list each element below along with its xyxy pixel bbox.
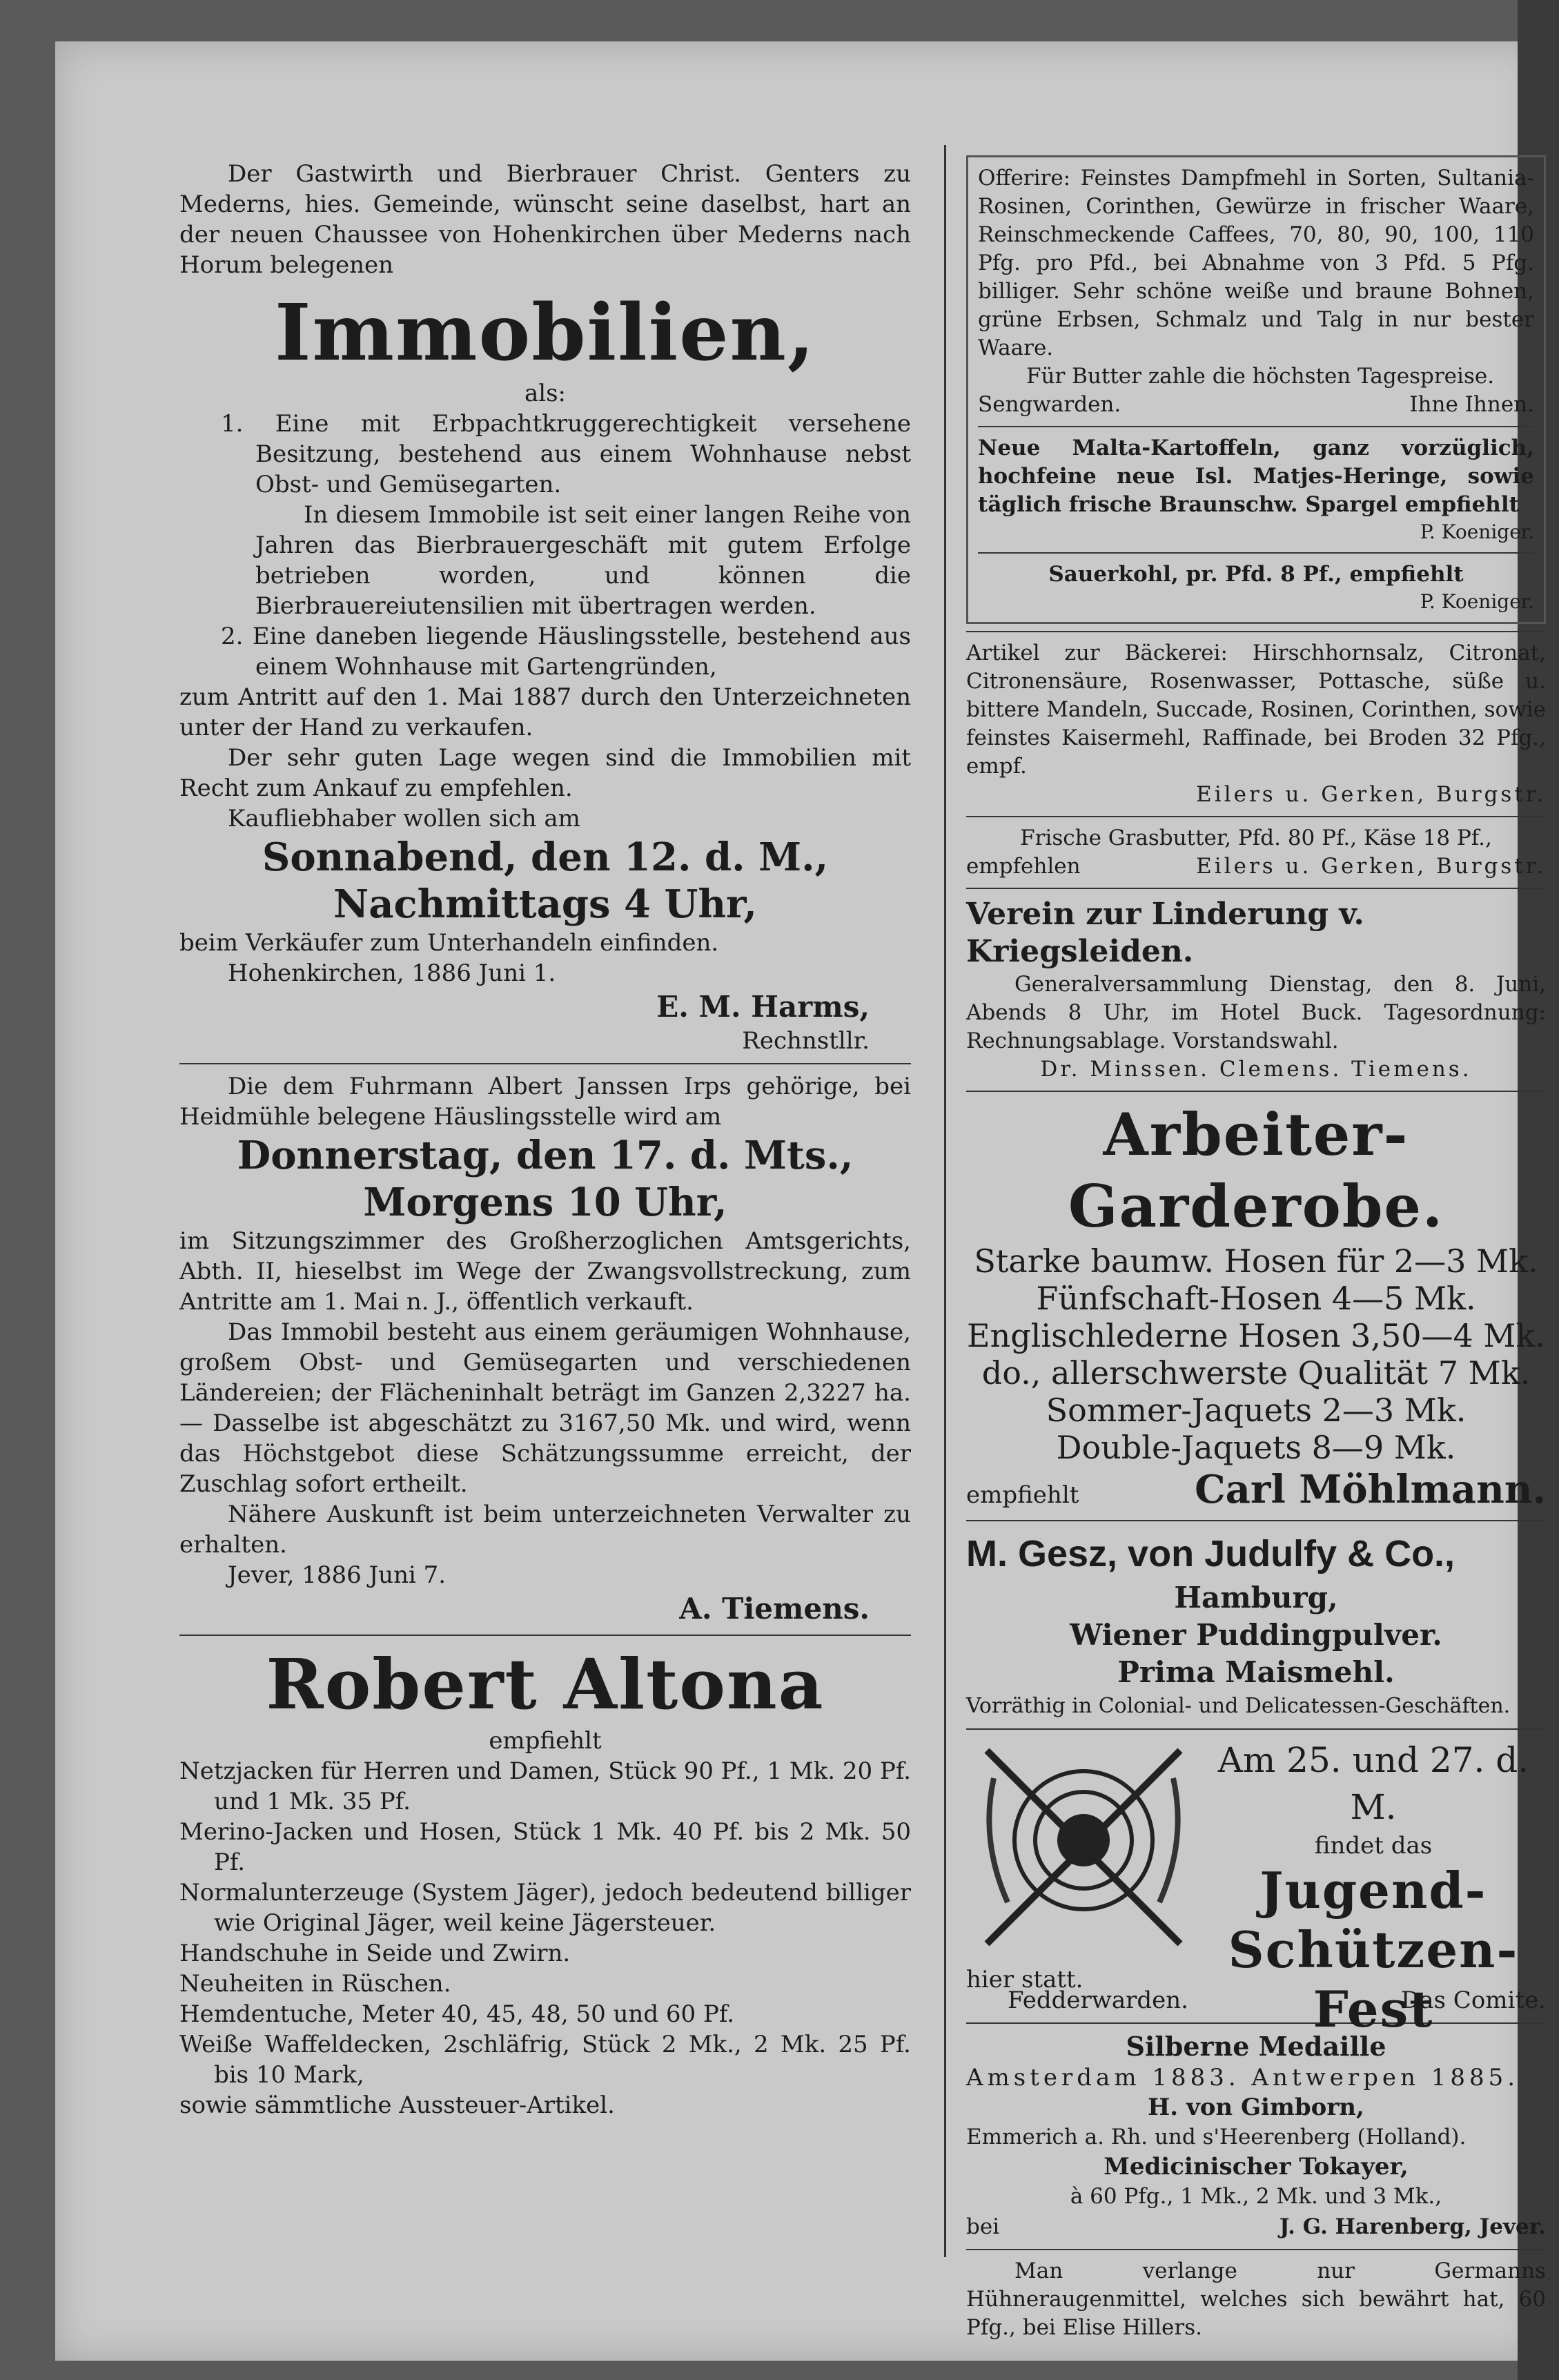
fest-comite: Das Comite.: [1401, 1987, 1546, 2014]
fest-date: Am 25. und 27. d. M.: [1217, 1740, 1529, 1827]
gimborn-name: H. von Gimborn,: [1148, 2094, 1364, 2121]
immobilien-place: Hohenkirchen, 1886 Juni 1.: [228, 959, 556, 987]
fest-title-2: Schützen-Fest: [1228, 1920, 1519, 2038]
tokayer-price: à 60 Pfg., 1 Mk., 2 Mk. und 3 Mk.,: [1070, 2184, 1442, 2209]
right-column: [966, 155, 1546, 2342]
garderobe-line: Englischlederne Hosen 3,50—4 Mk.: [967, 1317, 1545, 1354]
divider: [966, 1520, 1546, 1521]
garderobe-line: Sommer-Jaquets 2—3 Mk.: [1046, 1392, 1467, 1429]
immobilien-lage: Der sehr guten Lage wegen sind die Immobilien mit Recht zum Ankauf zu empfehlen.: [179, 744, 911, 802]
garderobe-empf: empfiehlt: [966, 1481, 1079, 1509]
auction-body-2: Das Immobil besteht aus einem geräumigen Wohnhause, großem Obst- und Gemüsegarten und verschiedenen Ländereien; der Flächeninhalt beträgt im Ganzen 2,3227 ha. — Dasselbe ist abgeschätzt zu 3167,50 Mk. und wird, wenn das Höchstgebot diese Schätzungssumme erreicht, der Zuschlag sofort ertheilt.: [179, 1318, 911, 1498]
robert-line: Weiße Waffeldecken, 2schläfrig, Stück 2 Mk., 2 Mk. 25 Pf. bis 10 Mark,: [179, 2031, 911, 2089]
medaille-title: Silberne Medaille: [1126, 2031, 1386, 2062]
gesz-city: Hamburg,: [1174, 1581, 1338, 1615]
sauerkohl-text: Sauerkohl, pr. Pfd. 8 Pf., empfiehlt: [1048, 562, 1464, 587]
auction-signer: A. Tiemens.: [679, 1592, 870, 1626]
tokayer-title: Medicinischer Tokayer,: [1104, 2153, 1409, 2181]
sauerkohl-signer: P. Koeniger.: [1420, 590, 1534, 613]
fest-statt: hier statt.: [966, 1966, 1084, 1993]
tokayer-bei: bei: [966, 2214, 1000, 2239]
robert-line: sowie sämmtliche Aussteuer-Artikel.: [179, 2091, 615, 2119]
divider: [966, 816, 1546, 817]
medaille-line: Amsterdam 1883. Antwerpen 1885.: [966, 2064, 1520, 2091]
verein-title: Verein zur Linderung v. Kriegsleiden.: [966, 897, 1364, 969]
garderobe-line: Double-Jaquets 8—9 Mk.: [1056, 1429, 1456, 1466]
schuetzenfest-text: [1201, 1737, 1546, 2039]
divider: [179, 1635, 911, 1636]
baeckerei-signer: Eilers u. Gerken, Burgstr.: [1196, 782, 1546, 807]
baeckerei-text: Artikel zur Bäckerei: Hirschhornsalz, Citronat, Citronensäure, Rosenwasser, Pottasche, süße u. bittere Mandeln, Succade, Rosinen, Corinthen, sowie feinstes Kaisermehl, Raffinade, bei Broden 32 Pfg., empf.: [966, 641, 1546, 779]
divider: [966, 1091, 1546, 1092]
column-divider: [944, 145, 946, 2257]
robert-line: Merino-Jacken und Hosen, Stück 1 Mk. 40 Pf. bis 2 Mk. 50 Pf.: [179, 1818, 911, 1876]
butter-signer: Ihne Ihnen.: [1409, 392, 1534, 417]
gimborn-place: Emmerich a. Rh. und s'Heerenberg (Holland).: [966, 2125, 1467, 2149]
gesz-product-2: Prima Maismehl.: [1117, 1655, 1395, 1689]
verein-body: Generalversammlung Dienstag, den 8. Juni, Abends 8 Uhr, im Hotel Buck. Tagesordnung: Rechnungsablage. Vorstandswahl.: [966, 972, 1546, 1053]
robert-line: Neuheiten in Rüschen.: [179, 1970, 451, 1998]
immobilien-als: als:: [524, 380, 567, 407]
fest-place: Fedderwarden.: [1008, 1987, 1188, 2014]
immobilien-antritt: zum Antritt auf den 1. Mai 1887 durch den Unterzeichneten unter der Hand zu verkaufen.: [179, 683, 911, 741]
divider: [978, 426, 1534, 427]
immobilien-date: Sonnabend, den 12. d. M.,: [262, 835, 829, 880]
malta-text: Neue Malta-Kartoffeln, ganz vorzüglich, hochfeine neue Isl. Matjes-Heringe, sowie täglich frische Braunschw. Spargel empfiehlt: [978, 436, 1534, 517]
immobilien-kauf: Kaufliebhaber wollen sich am: [228, 805, 580, 832]
immobilien-title: Immobilien,: [275, 288, 816, 378]
robert-altona-ad: [179, 1643, 911, 2120]
grasbutter-footer: [966, 852, 1546, 881]
auction-ad: [179, 1071, 911, 1628]
divider: [966, 631, 1546, 632]
garderobe-signer: Carl Möhlmann.: [1195, 1467, 1546, 1512]
grasbutter-text: Frische Grasbutter, Pfd. 80 Pf., Käse 18 Pf.,: [1020, 826, 1492, 850]
divider: [966, 888, 1546, 889]
robert-line: Netzjacken für Herren und Damen, Stück 90 Pf., 1 Mk. 20 Pf. und 1 Mk. 35 Pf.: [179, 1757, 911, 1815]
divider: [179, 1063, 911, 1064]
auction-body: im Sitzungszimmer des Großherzoglichen Amtsgerichts, Abth. II, hieselbst im Wege der Zwangsvollstreckung, zum Antritte am 1. Mai n. J., öffentlich verkauft.: [179, 1227, 911, 1316]
fest-findet: findet das: [1314, 1832, 1433, 1860]
robert-line: Hemdentuche, Meter 40, 45, 48, 50 und 60 Pf.: [179, 2000, 735, 2028]
divider: [978, 552, 1534, 554]
huehner-text: Man verlange nur Germanns Hühneraugenmittel, welches sich bewährt hat, 60 Pfg., bei Elise Hillers.: [966, 2259, 1546, 2340]
tokayer-footer: [966, 2212, 1546, 2242]
immobilien-time: Nachmittags 4 Uhr,: [333, 881, 757, 927]
immobilien-item-1: 1. Eine mit Erbpachtkruggerechtigkeit versehene Besitzung, bestehend aus einem Wohnhause nebst Obst- und Gemüsegarten.: [221, 410, 911, 498]
immobilien-item-2: 2. Eine daneben liegende Häuslingsstelle, bestehend aus einem Wohnhause mit Gartengründen,: [221, 623, 911, 681]
garderobe-footer: [966, 1466, 1546, 1513]
auction-place: Jever, 1886 Juni 7.: [228, 1561, 447, 1589]
robert-empfiehlt: empfiehlt: [489, 1727, 602, 1755]
garderobe-line: Fünfschaft-Hosen 4—5 Mk.: [1036, 1280, 1476, 1317]
divider: [966, 2249, 1546, 2250]
immobilien-ad: [179, 159, 911, 1056]
butter-text: Für Butter zahle die höchsten Tagespreise.: [1026, 364, 1495, 389]
immobilien-intro: Der Gastwirth und Bierbrauer Christ. Genters zu Mederns, hies. Gemeinde, wünscht seine daselbst, hart an der neuen Chaussee von Hohenkirchen über Mederns nach Horum belegenen: [179, 160, 911, 279]
immobilien-signer: E. M. Harms,: [656, 990, 870, 1024]
immobilien-signer-title: Rechnstllr.: [742, 1027, 870, 1055]
immobilien-beim: beim Verkäufer zum Unterhandeln einfinden.: [179, 929, 719, 957]
verein-signers: Dr. Minssen. Clemens. Tiemens.: [1040, 1057, 1472, 1082]
butter-place: Sengwarden.: [978, 392, 1121, 417]
robert-line: Normalunterzeuge (System Jäger), jedoch bedeutend billiger wie Original Jäger, weil keine Jägersteuer.: [179, 1879, 911, 1937]
divider: [966, 1728, 1546, 1730]
tokayer-seller: J. G. Harenberg, Jever.: [1279, 2214, 1546, 2239]
garderobe-line: Starke baumw. Hosen für 2—3 Mk.: [974, 1242, 1538, 1280]
garderobe-title: Arbeiter-Garderobe.: [1068, 1100, 1444, 1240]
malta-signer: P. Koeniger.: [1420, 520, 1534, 543]
grasbutter-empf: empfehlen: [966, 854, 1081, 879]
gesz-note: Vorräthig in Colonial- und Delicatessen-Geschäften.: [966, 1694, 1511, 1718]
auction-intro: Die dem Fuhrmann Albert Janssen Irps gehörige, bei Heidmühle belegene Häuslingsstelle wird am: [179, 1073, 911, 1131]
garderobe-line: do., allerschwerste Qualität 7 Mk.: [981, 1354, 1531, 1392]
butter-footer: [978, 391, 1534, 419]
robert-title: Robert Altona: [266, 1643, 825, 1725]
auction-time: Morgens 10 Uhr,: [363, 1180, 727, 1225]
target-emblem-icon: [966, 1737, 1201, 1964]
auction-date: Donnerstag, den 17. d. Mts.,: [237, 1133, 854, 1178]
gesz-product-1: Wiener Puddingpulver.: [1070, 1618, 1442, 1652]
left-column: [179, 104, 911, 2120]
robert-line: Handschuhe in Seide und Zwirn.: [179, 1940, 571, 1967]
immobilien-item-1b: In diesem Immobile ist seit einer langen Reihe von Jahren das Bierbrauergeschäft mit gutem Erfolge betrieben worden, und können die Bierbrauereiutensilien mit übertragen werden.: [255, 501, 911, 620]
offerire-box: [966, 155, 1546, 624]
auction-body-3: Nähere Auskunft ist beim unterzeichneten Verwalter zu erhalten.: [179, 1501, 911, 1559]
offerire-text: Offerire: Feinstes Dampfmehl in Sorten, Sultania-Rosinen, Corinthen, Gewürze in frischer Waare, Reinschmeckende Caffees, 70, 80, 90, 100, 110 Pfg. pro Pfd., bei Abnahme von 3 Pfd. 5 Pfg. billiger. Sehr schöne weiße und braune Bohnen, grüne Erbsen, Schmalz und Talg in nur bester Waare.: [978, 166, 1534, 360]
grasbutter-signer: Eilers u. Gerken, Burgstr.: [1196, 854, 1546, 879]
gesz-title: M. Gesz, von Judulfy & Co.,: [966, 1533, 1455, 1574]
fest-title-1: Jugend-: [1259, 1861, 1487, 1920]
